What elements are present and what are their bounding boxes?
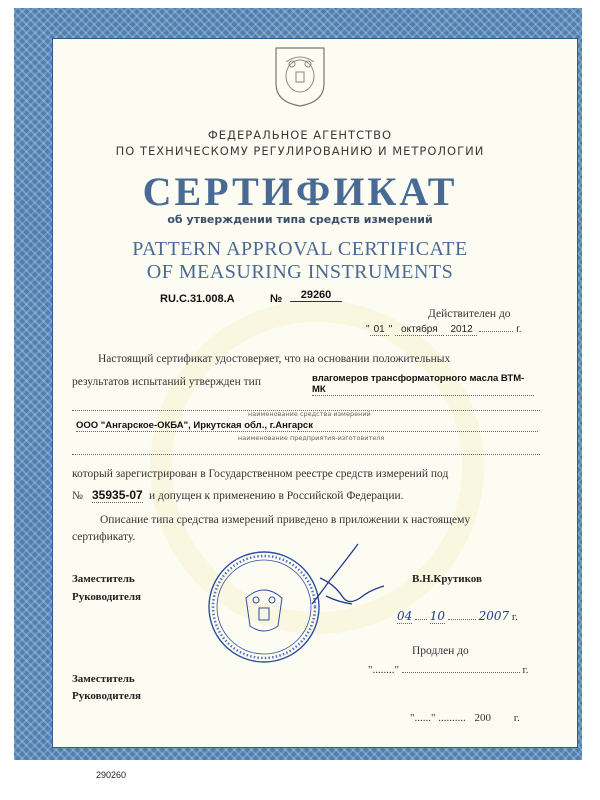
english-title-line-2: OF MEASURING INSTRUMENTS	[146, 261, 454, 283]
body-text-4: и допущен к применению в Российской Федерации.	[149, 490, 404, 502]
signature-date	[397, 609, 518, 623]
body-text-6: сертификату.	[72, 531, 136, 543]
signatory-title-1a: Заместитель	[72, 573, 135, 585]
extension-day: ........	[372, 664, 395, 676]
valid-month: октября	[395, 324, 444, 336]
manufacturer-continuation-line	[72, 444, 540, 455]
agency-line-2: ПО ТЕХНИЧЕСКОМУ РЕГУЛИРОВАНИЮ И МЕТРОЛОГИИ	[115, 144, 485, 158]
form-number: 290260	[96, 770, 127, 780]
body-text-3: который зарегистрирован в Государственном реестре средств измерений под	[72, 468, 449, 480]
coat-of-arms-icon	[272, 44, 328, 108]
extension-year-suffix: г.	[522, 664, 529, 676]
caption-instrument: наименование средства измерений	[248, 410, 371, 418]
manufacturer: ООО "Ангарское-ОКБА", Иркутская обл., г.Ангарск	[76, 420, 538, 432]
caption-manufacturer: наименование предприятия-изготовителя	[238, 434, 385, 442]
signature-year: 2007	[478, 609, 510, 623]
valid-until-date: " 01 " октября 2012 г.	[366, 324, 522, 335]
number-label: №	[270, 293, 283, 305]
valid-day: 01	[370, 324, 389, 336]
signature-month: 10	[429, 609, 446, 623]
english-title-line-1: PATTERN APPROVAL CERTIFICATE	[132, 238, 468, 260]
body-text-5: Описание типа средства измерений приведено в приложении к настоящему	[100, 514, 471, 526]
signature-year-suffix: г.	[511, 611, 518, 623]
signatory-title-1b: Руководителя	[72, 591, 141, 603]
extension-date: "........" г.	[368, 664, 529, 676]
signatory-title-2b: Руководителя	[72, 690, 141, 702]
body-text-2: результатов испытаний утвержден тип	[72, 376, 261, 388]
valid-year-suffix: г.	[516, 324, 522, 335]
signature-day: 04	[397, 609, 413, 623]
valid-until-label: Действителен до	[428, 308, 511, 320]
signatory-name: В.Н.Крутиков	[412, 573, 482, 585]
certificate-subtitle: об утверждении типа средств измерений	[167, 213, 433, 226]
second-signature-date: "......" .......... 200 г.	[410, 712, 520, 724]
certificate-title: СЕРТИФИКАТ	[142, 169, 458, 214]
handwritten-signature	[290, 540, 390, 620]
extension-label: Продлен до	[412, 645, 469, 657]
registry-number: 35935-07	[92, 488, 143, 502]
registry-number-label: №	[72, 490, 83, 502]
valid-year: 2012	[446, 324, 476, 336]
certificate-number: 29260	[290, 289, 342, 302]
signatory-title-2a: Заместитель	[72, 673, 135, 685]
instrument-name: влагомеров трансформаторного масла ВТМ-МК	[312, 373, 534, 396]
certificate-code: RU.C.31.008.A	[160, 293, 235, 305]
body-text-1: Настоящий сертификат удостоверяет, что на основании положительных	[98, 353, 451, 365]
agency-line-1: ФЕДЕРАЛЬНОЕ АГЕНТСТВО	[207, 128, 393, 142]
